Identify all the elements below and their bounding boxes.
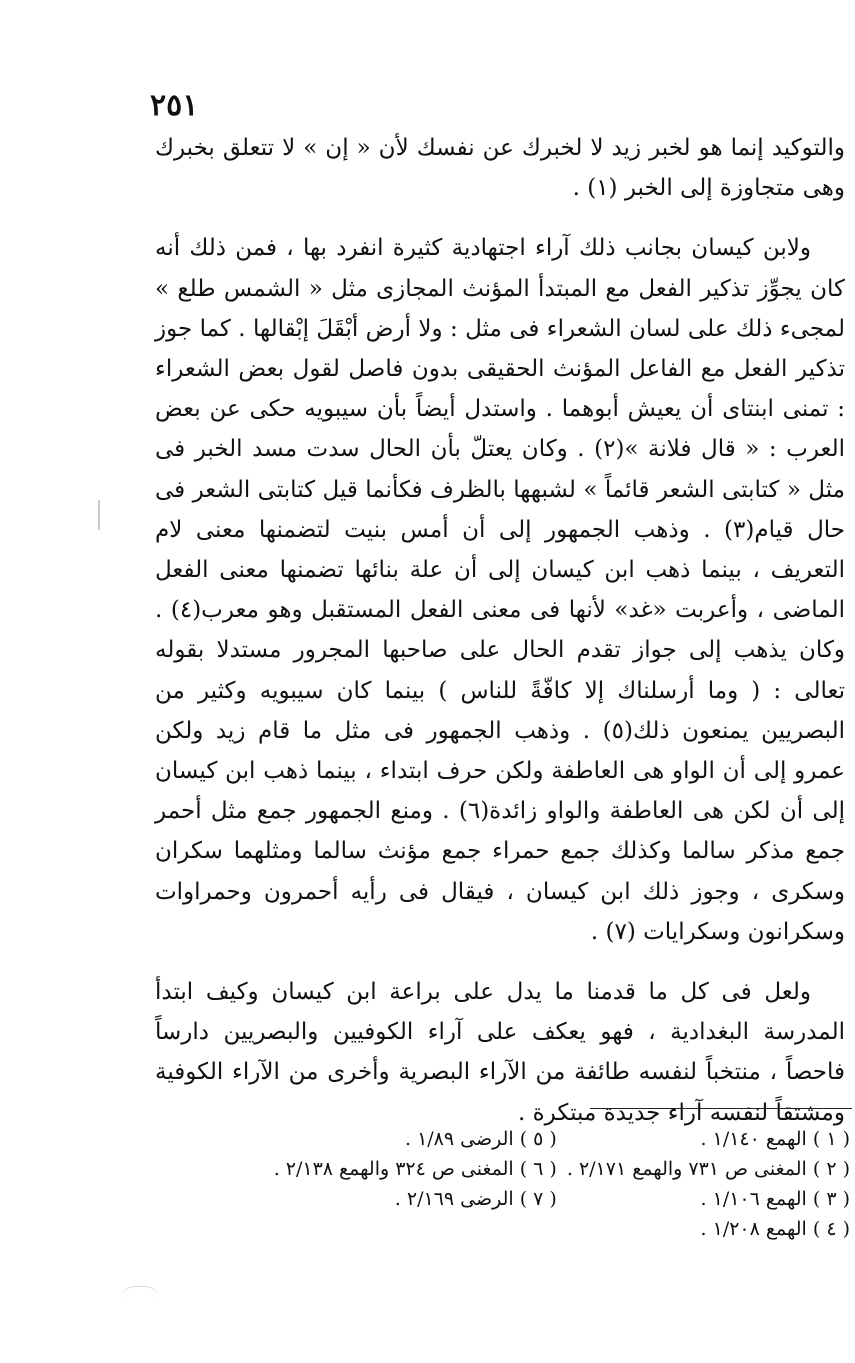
- footnote-item: ( ٣ ) الهمع ١/١٠٦ .: [700, 1188, 850, 1210]
- footnote-item: ( ٧ ) الرضى ٢/١٦٩ .: [394, 1188, 557, 1210]
- page-number: ٢٥١: [150, 88, 199, 123]
- scan-corner-mark: [120, 1286, 160, 1301]
- footnote-item: ( ٦ ) المغنى ص ٣٢٤ والهمع ٢/١٣٨ .: [273, 1158, 557, 1180]
- paragraph-continuation: والتوكيد إنما هو لخبر زيد لا لخبرك عن نفسك لأن « إن » لا تتعلق بخبرك وهى متجاوزة إلى الخبر (١) .: [155, 135, 845, 202]
- body-text: [155, 128, 845, 1133]
- footnote-divider: [590, 1108, 852, 1109]
- footnote-item: ( ٤ ) الهمع ١/٢٠٨ .: [700, 1218, 850, 1240]
- footnotes-left-column: [274, 1124, 567, 1244]
- paragraph-ibn-kaysan-opinions: ولابن كيسان بجانب ذلك آراء اجتهادية كثيرة انفرد بها ، فمن ذلك أنه كان يجوِّز تذكير الفعل مع المبتدأ المؤنث المجازى مثل « الشمس طلع » لمجىء ذلك على لسان الشعراء فى مثل : ولا أرض أبْقَلَ إبْقالها . كما جوز تذكير الفعل مع الفاعل المؤنث الحقيقى بدون فاصل لقول بعض الشعراء : تمنى ابنتاى أن يعيش أبوهما . واستدل أيضاً بأن سيبويه حكى عن بعض العرب : « قال فلانة »(٢) . وكان يعتلّ بأن الحال سدت مسد الخبر فى مثل « كتابتى الشعر قائماً » لشبهها بالظرف فكأنما قيل كتابتى الشعر فى حال قيام(٣) . وذهب الجمهور إلى أن أمس بنيت لتضمنها معنى لام التعريف ، بينما ذهب ابن كيسان إلى أن علة بنائها تضمنها معنى الفعل الماضى ، وأعربت «غد» لأنها فى معنى الفعل المستقبل وهو معرب(٤) . وكان يذهب إلى جواز تقدم الحال على صاحبها المجرور مستدلا بقوله تعالى : ( وما أرسلناك إلا كافّةً للناس ) بينما كان سيبويه وكثير من البصريين يمنعون ذلك(٥) . وذهب الجمهور فى مثل ما قام زيد ولكن عمرو إلى أن الواو هى العاطفة ولكن حرف ابتداء ، بينما ذهب ابن كيسان إلى أن لكن هى العاطفة والواو زائدة(٦) . ومنع الجمهور جمع مثل أحمر جمع مذكر سالما وكذلك جمع حمراء جمع مؤنث سالما ومثلهما سكران وسكرى ، وجوز ذلك ابن كيسان ، فيقال فى رأيه أحمرون وحمراوات وسكرانون وسكرايات (٧) .: [155, 235, 846, 945]
- footnote-item: ( ٢ ) المغنى ص ٧٣١ والهمع ٢/١٧١ .: [566, 1158, 850, 1180]
- footnotes: [273, 1124, 850, 1244]
- footnotes-right-column: [567, 1124, 850, 1244]
- scan-margin-mark: [98, 500, 100, 530]
- footnote-item: ( ٥ ) الرضى ١/٨٩ .: [404, 1128, 557, 1150]
- footnote-item: ( ١ ) الهمع ١/١٤٠ .: [700, 1128, 850, 1150]
- paragraph-conclusion: ولعل فى كل ما قدمنا ما يدل على براعة ابن كيسان وكيف ابتدأ المدرسة البغدادية ، فهو يعكف على آراء الكوفيين والبصريين دارساً فاحصاً ، منتخباً لنفسه طائفة من الآراء البصرية وأخرى من الآراء الكوفية ومشتقاً لنفسه آراء جديدة مبتكرة .: [155, 979, 845, 1126]
